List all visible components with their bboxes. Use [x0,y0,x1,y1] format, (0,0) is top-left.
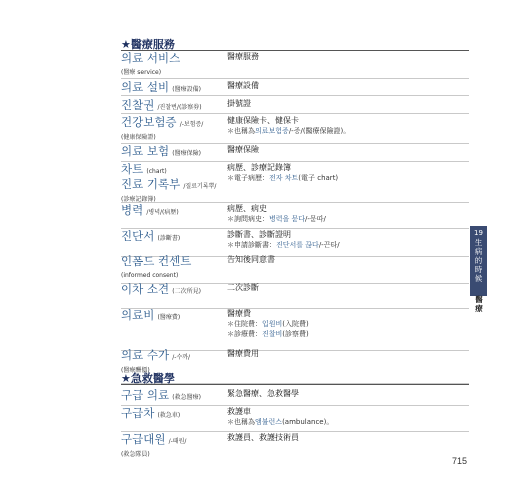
emergency-medicine-table [121,386,469,459]
korean-term: 진료 기록부 [121,177,181,191]
chapter-char: 候 [474,274,483,283]
usage-note: ＊也稱為의료보험증/-증/(醫療保險證)。 [227,127,351,135]
chinese-term: 醫療保險 [227,145,259,154]
usage-note: ＊也稱為앰뷸런스(ambulance)。 [227,418,334,426]
section-title-medical-service: ★醫療服務 [121,38,175,51]
chapter-char: 時 [474,265,483,274]
row-divider [121,161,469,162]
korean-term-note: /-때원/ [168,438,187,445]
table-row [121,204,469,226]
korean-term-note: (救急車) [157,412,181,419]
row-divider [121,405,469,406]
table-row [121,255,469,279]
chinese-term: 救護車 [227,407,251,416]
usage-note: ＊住院費：입원비(入院費) [227,320,309,328]
korean-term: 구급 의료 [121,388,170,402]
row-divider [121,78,469,79]
table-row [121,230,469,252]
chinese-term: 救護員、救護技術員 [227,433,299,442]
usage-note: ＊申請診斷書：진단서를 끊다/-끈타/ [227,241,340,249]
row-divider [121,95,469,96]
korean-term-note: (chart) [146,168,167,175]
usage-note: ＊電子病歷：전자 차트(電子 chart) [227,174,339,182]
section-title-rule [121,384,469,385]
chapter-tab [470,226,487,296]
chinese-term: 診斷書、診斷證明 [227,230,291,239]
chinese-term: 健康保險卡、健保卡 [227,116,299,125]
chapter-char: 的 [474,256,483,265]
korean-term-note: (救急醫療) [172,394,201,401]
row-divider [121,431,469,432]
table-row [121,309,469,343]
korean-term: 의료 수가 [121,348,170,362]
korean-term: 이차 소견 [121,282,170,296]
korean-term: 구급대원 [121,432,166,446]
row-divider [121,202,469,203]
chinese-term: 醫療費用 [227,349,259,358]
table-row [121,116,469,142]
table-row [121,283,469,301]
korean-term-note: (診療記錄簿) [121,196,156,203]
korean-term-note: (診斷書) [157,235,181,242]
table-row [121,52,469,78]
chinese-term: 醫療費 [227,309,251,318]
table-row [121,407,469,429]
korean-term: 의료비 [121,308,155,322]
chapter-number: 19 [474,229,483,237]
korean-term-note: (健康保險證) [121,134,156,141]
chinese-term: 二次診斷 [227,283,259,292]
korean-term: 구급차 [121,406,155,420]
korean-term-note: (醫療酬價) [121,367,150,374]
table-row [121,145,469,159]
korean-term-note: /병녁/(病歷) [146,209,179,216]
row-divider [121,113,469,114]
korean-term: 의료 서비스 [121,51,181,65]
korean-term-note: (informed consent) [121,272,179,279]
korean-term: 차트 [121,162,144,176]
korean-term: 의료 설비 [121,80,170,94]
chapter-subtitle: 醫 療 [475,295,483,313]
korean-term-note: /진찰번/(診察券) [157,104,202,111]
usage-note: ＊詢問病史：병력을 묻다/-묻따/ [227,215,326,223]
table-row [121,163,469,201]
chapter-char: 生 [474,238,483,247]
korean-term-note: (醫療 service) [121,69,162,76]
korean-term-note: (二次所見) [172,288,201,295]
korean-term: 건강보험증 [121,115,177,129]
chinese-term: 緊急醫療、急救醫學 [227,389,299,398]
table-row [121,389,469,403]
korean-term-note: (救急隊員) [121,451,150,458]
chinese-term: 掛號證 [227,99,251,108]
korean-term: 진단서 [121,229,155,243]
korean-term: 인폼드 컨센트 [121,254,192,268]
table-row [121,99,469,113]
table-row [121,81,469,95]
chinese-term: 醫療設備 [227,81,259,90]
korean-term-note: (醫療保險) [172,150,201,157]
chapter-char: 病 [474,247,483,256]
korean-term-note: (醫療設備) [172,86,201,93]
korean-term-note: (醫療費) [157,314,181,321]
chinese-term: 告知後同意書 [227,255,275,264]
usage-note: ＊診療費：진찰비(診察費) [227,330,309,338]
row-divider [121,143,469,144]
korean-term: 병력 [121,203,144,217]
chinese-term: 病歷、病史 [227,204,267,213]
chinese-term: 病歷、診療記錄簿 [227,163,291,172]
korean-term: 의료 보험 [121,144,170,158]
table-row [121,433,469,459]
korean-term-note: /질료기록뿌/ [183,183,217,190]
page-number: 715 [452,456,468,466]
korean-term-note: /-보험증/ [179,121,204,128]
chinese-term: 醫療服務 [227,52,259,61]
section-title-emergency-medicine: ★急救醫學 [121,372,175,385]
medical-service-table [121,52,469,375]
row-divider [121,228,469,229]
korean-term: 진찰권 [121,98,155,112]
korean-term-note: /-수까/ [172,354,191,361]
